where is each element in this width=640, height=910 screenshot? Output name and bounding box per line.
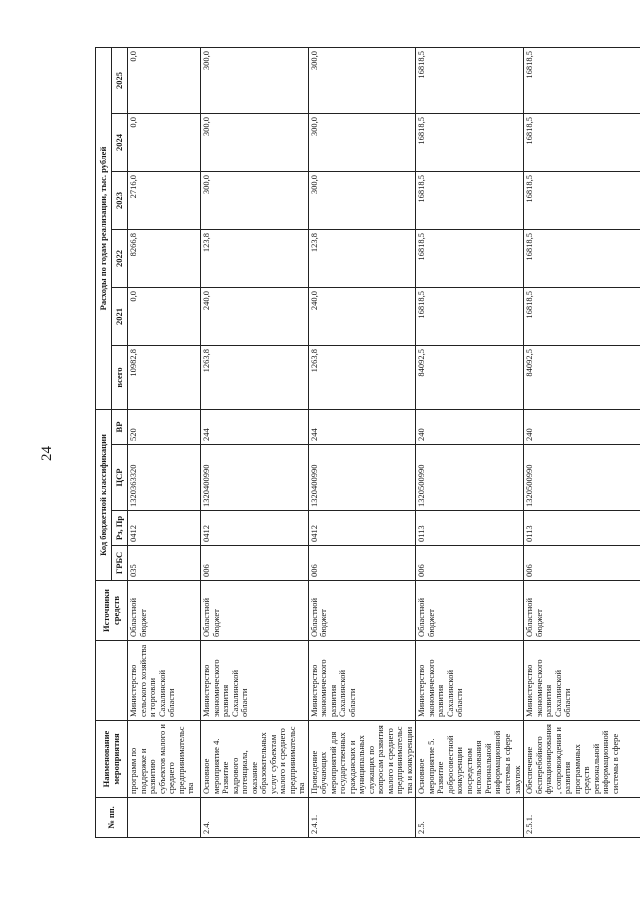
table-row — [416, 47, 524, 837]
cell-2021: 240,0 — [308, 288, 416, 346]
cell-source: Областной бюджет — [201, 581, 309, 641]
cell-2023: 16818,5 — [524, 172, 640, 230]
cell-vr: 244 — [308, 410, 416, 445]
cell-vr: 520 — [128, 410, 201, 445]
cell-total: 84092,5 — [416, 346, 524, 410]
cell-num: 2.4. — [201, 798, 309, 838]
cell-total: 1263,8 — [201, 346, 309, 410]
cell-csr: 1320400990 — [201, 445, 309, 511]
cell-name: Основное мероприятие 4. Развитие кадрового потенциала, оказание образовательных услуг субъектам малого и среднего предпринимательства — [201, 721, 309, 798]
cell-2022: 16818,5 — [524, 230, 640, 288]
cell-executor: Министерство экономического развития Сахалинской области — [524, 641, 640, 721]
table-row — [128, 47, 201, 837]
cell-2024: 0,0 — [128, 114, 201, 172]
cell-rzpr: 0113 — [524, 511, 640, 546]
cell-2023: 300,0 — [308, 172, 416, 230]
cell-vr: 240 — [416, 410, 524, 445]
cell-num — [128, 798, 201, 838]
cell-2022: 123,8 — [201, 230, 309, 288]
cell-total: 1263,8 — [308, 346, 416, 410]
cell-2025: 300,0 — [308, 47, 416, 113]
header-csr: ЦСР — [112, 445, 128, 511]
cell-csr: 1320363320 — [128, 445, 201, 511]
header-rzpr: Рз, Пр — [112, 511, 128, 546]
cell-source: Областной бюджет — [416, 581, 524, 641]
cell-csr: 1320500990 — [524, 445, 640, 511]
header-2025: 2025 — [112, 47, 128, 113]
cell-rzpr: 0113 — [416, 511, 524, 546]
cell-2024: 16818,5 — [524, 114, 640, 172]
page-number: 24 — [39, 446, 55, 461]
cell-2022: 123,8 — [308, 230, 416, 288]
cell-total: 10982,8 — [128, 346, 201, 410]
cell-2025: 0,0 — [128, 47, 201, 113]
cell-rzpr: 0412 — [201, 511, 309, 546]
cell-2023: 16818,5 — [416, 172, 524, 230]
cell-executor: Министерство сельского хозяйства и торговли Сахалинской области — [128, 641, 201, 721]
cell-2021: 16818,5 — [524, 288, 640, 346]
cell-grbs: 006 — [201, 546, 309, 581]
header-2022: 2022 — [112, 230, 128, 288]
cell-num: 2.5. — [416, 798, 524, 838]
cell-2024: 300,0 — [201, 114, 309, 172]
cell-name: Обеспечение бесперебойного функционирования, сопровождения и развития программных средств региональной информационной системы в сфере — [524, 721, 640, 798]
header-num: № пп. — [96, 798, 128, 838]
header-budget-code: Код бюджетной классификации — [96, 410, 112, 581]
cell-2022: 16818,5 — [416, 230, 524, 288]
header-total: всего — [112, 346, 128, 410]
expense-table — [95, 47, 640, 838]
cell-total: 84092,5 — [524, 346, 640, 410]
header-executor — [96, 641, 128, 721]
cell-grbs: 006 — [416, 546, 524, 581]
cell-executor: Министерство экономического развития Сахалинской области — [416, 641, 524, 721]
cell-csr: 1320500990 — [416, 445, 524, 511]
cell-grbs: 006 — [308, 546, 416, 581]
cell-2024: 16818,5 — [416, 114, 524, 172]
cell-name: Основное мероприятие 5. Развитие добросовестной конкуренции посредством использования Региональной информационной системы в сфере закупок — [416, 721, 524, 798]
header-2023: 2023 — [112, 172, 128, 230]
cell-2024: 300,0 — [308, 114, 416, 172]
cell-source: Областной бюджет — [128, 581, 201, 641]
table-row — [308, 47, 416, 837]
cell-2025: 300,0 — [201, 47, 309, 113]
cell-executor: Министерство экономического развития Сахалинской области — [201, 641, 309, 721]
cell-executor: Министерство экономического развития Сахалинской области — [308, 641, 416, 721]
cell-rzpr: 0412 — [308, 511, 416, 546]
cell-2021: 16818,5 — [416, 288, 524, 346]
rotated-table-container — [95, 48, 635, 838]
cell-grbs: 035 — [128, 546, 201, 581]
cell-num: 2.4.1. — [308, 798, 416, 838]
cell-2025: 16818,5 — [524, 47, 640, 113]
cell-source: Областной бюджет — [524, 581, 640, 641]
cell-num: 2.5.1. — [524, 798, 640, 838]
header-expenses: Расходы по годам реализации, тыс. рублей — [96, 47, 112, 409]
cell-2022: 8266,8 — [128, 230, 201, 288]
cell-2021: 240,0 — [201, 288, 309, 346]
cell-grbs: 006 — [524, 546, 640, 581]
cell-rzpr: 0412 — [128, 511, 201, 546]
cell-name: программ по поддержке и развитию субъектов малого и среднего предпринимательства — [128, 721, 201, 798]
table-row — [524, 47, 640, 837]
header-grbs: ГРБС — [112, 546, 128, 581]
header-vr: ВР — [112, 410, 128, 445]
header-source: Источники средств — [96, 581, 128, 641]
cell-csr: 1320400990 — [308, 445, 416, 511]
cell-vr: 244 — [201, 410, 309, 445]
header-2024: 2024 — [112, 114, 128, 172]
cell-2023: 300,0 — [201, 172, 309, 230]
cell-name: Проведение обучающих мероприятий для государственных гражданских и муниципальных служащих по вопросам развития малого и среднего предпринимательства и конкуренции — [308, 721, 416, 798]
table-row — [201, 47, 309, 837]
header-name: Наименование мероприятия — [96, 721, 128, 798]
cell-vr: 240 — [524, 410, 640, 445]
cell-source: Областной бюджет — [308, 581, 416, 641]
cell-2023: 2716,0 — [128, 172, 201, 230]
cell-2025: 16818,5 — [416, 47, 524, 113]
header-2021: 2021 — [112, 288, 128, 346]
cell-2021: 0,0 — [128, 288, 201, 346]
